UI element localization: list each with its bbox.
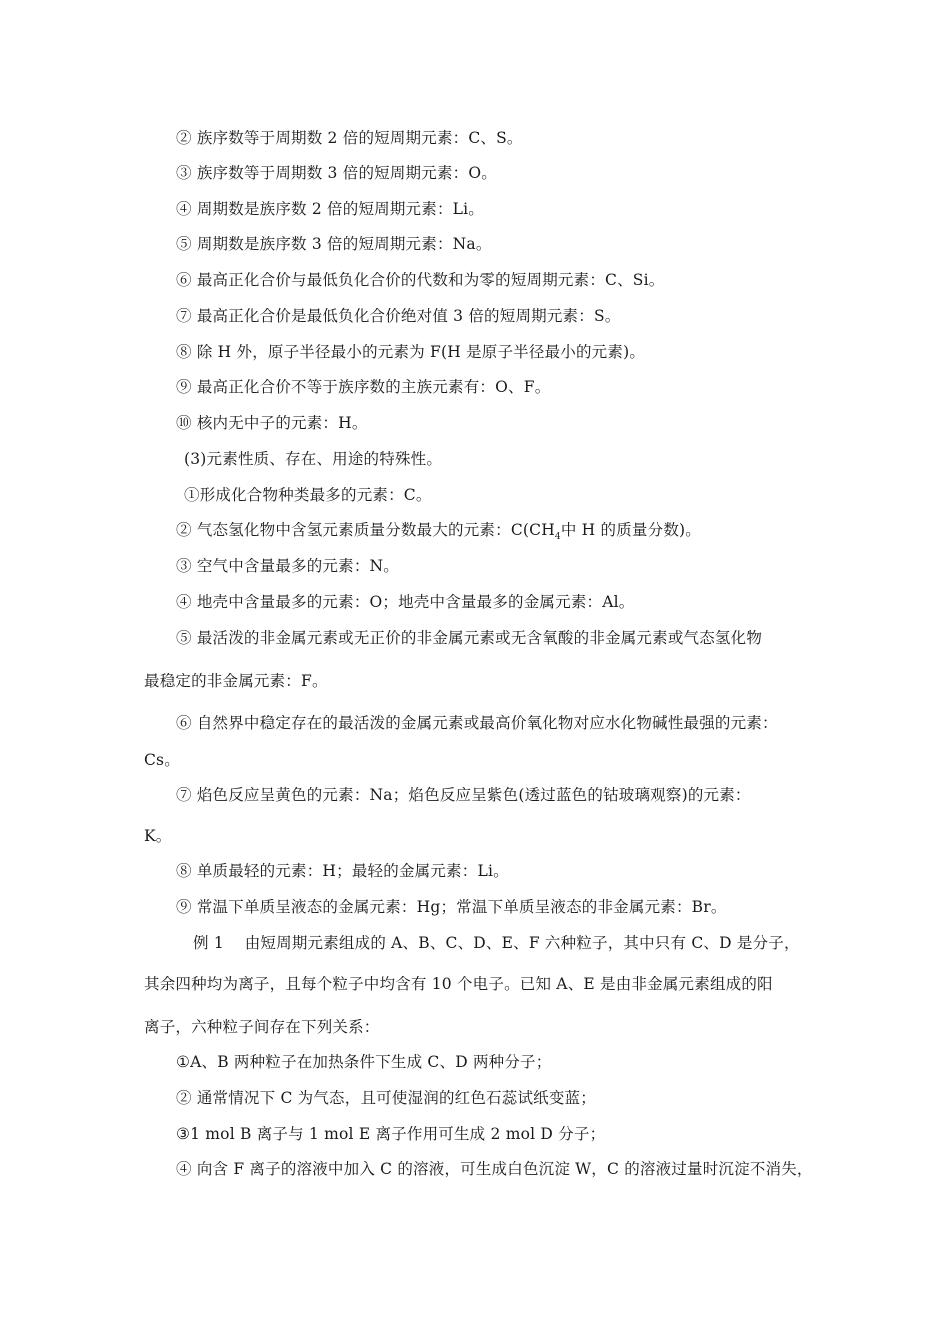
text-line: Cs。: [144, 751, 180, 769]
text-line: ④ 地壳中含量最多的元素：O；地壳中含量最多的金属元素：Al。: [176, 593, 635, 611]
text-line: ⑨ 最高正化合价不等于族序数的主族元素有：O、F。: [176, 378, 551, 396]
text-line: 离子，六种粒子间存在下列关系：: [144, 1018, 380, 1036]
text-line: [176, 520, 701, 543]
text-line-suffix: 中 H 的质量分数)。: [560, 521, 701, 539]
text-line: K。: [144, 827, 172, 845]
text-line: ①形成化合物种类最多的元素：C。: [184, 486, 432, 504]
text-line: ⑤ 周期数是族序数 3 倍的短周期元素：Na。: [176, 235, 492, 253]
text-line: ⑤ 最活泼的非金属元素或无正价的非金属元素或无含氧酸的非金属元素或气态氢化物: [176, 629, 763, 647]
subscript: 4: [554, 532, 561, 543]
text-line: ⑨ 常温下单质呈液态的金属元素：Hg；常温下单质呈液态的非金属元素：Br。: [176, 898, 727, 916]
text-line: ④ 周期数是族序数 2 倍的短周期元素：Li。: [176, 200, 484, 218]
text-line: ③ 族序数等于周期数 3 倍的短周期元素：O。: [176, 164, 497, 182]
text-line: ③ 空气中含量最多的元素：N。: [176, 557, 399, 575]
text-line: ② 族序数等于周期数 2 倍的短周期元素：C、S。: [176, 129, 523, 147]
text-line: 其余四种均为离子，且每个粒子中均含有 10 个电子。已知 A、E 是由非金属元素组成的阳: [144, 975, 773, 993]
text-line: ⑦ 焰色反应呈黄色的元素：Na；焰色反应呈紫色(透过蓝色的钴玻璃观察)的元素：: [176, 786, 751, 804]
section-heading: (3)元素性质、存在、用途的特殊性。: [184, 450, 443, 468]
text-line: 最稳定的非金属元素：F。: [144, 672, 328, 690]
text-line: ⑦ 最高正化合价是最低负化合价绝对值 3 倍的短周期元素：S。: [176, 307, 621, 325]
text-line-prefix: ② 气态氢化物中含氢元素质量分数最大的元素：C(CH: [176, 521, 555, 539]
text-line: ⑧ 单质最轻的元素：H；最轻的金属元素：Li。: [176, 862, 509, 880]
text-line: ⑥ 最高正化合价与最低负化合价的代数和为零的短周期元素：C、Si。: [176, 271, 665, 289]
text-line: ② 通常情况下 C 为气态，且可使湿润的红色石蕊试纸变蓝；: [176, 1089, 596, 1107]
text-line: ③1 mol B 离子与 1 mol E 离子作用可生成 2 mol D 分子；: [176, 1125, 606, 1143]
text-line: ④ 向含 F 离子的溶液中加入 C 的溶液，可生成白色沉淀 W，C 的溶液过量时沉淀不消失，: [176, 1160, 813, 1178]
text-line: ⑩ 核内无中子的元素：H。: [176, 414, 368, 432]
text-line: ①A、B 两种粒子在加热条件下生成 C、D 两种分子；: [176, 1053, 552, 1071]
text-line: ⑧ 除 H 外，原子半径最小的元素为 F(H 是原子半径最小的元素)。: [176, 343, 646, 361]
example-heading: 例 1 由短周期元素组成的 A、B、C、D、E、F 六种粒子，其中只有 C、D 是分子，: [193, 934, 800, 952]
text-line: ⑥ 自然界中稳定存在的最活泼的金属元素或最高价氧化物对应水化物碱性最强的元素：: [176, 714, 778, 732]
